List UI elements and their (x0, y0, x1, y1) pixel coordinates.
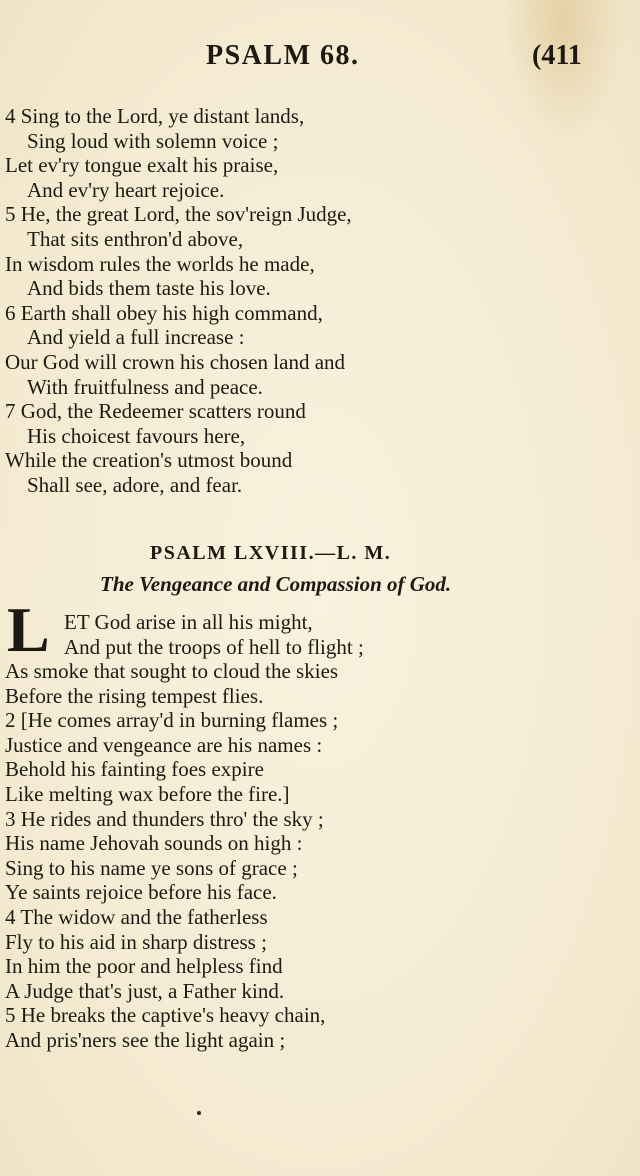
verse-line: Before the rising tempest flies. (5, 683, 264, 708)
page-number: (411 (532, 40, 582, 71)
psalm-heading: PSALM LXVIII.—L. M. (150, 542, 392, 564)
verse-line: 7 God, the Redeemer scatters round (5, 399, 306, 424)
ink-dot (197, 1111, 201, 1115)
verse-line: Let ev'ry tongue exalt his praise, (5, 153, 279, 178)
verse-line: 4 Sing to the Lord, ye distant lands, (5, 104, 305, 128)
verse-line: Shall see, adore, and fear. (27, 472, 243, 497)
verse-line: In him the poor and helpless find (5, 954, 283, 979)
verse-line: Our God will crown his chosen land and (5, 349, 346, 374)
verse-line: 5 He, the great Lord, the sov'reign Judge, (5, 202, 352, 227)
verse-line: With fruitfulness and peace. (27, 374, 263, 399)
verse-line: In wisdom rules the worlds he made, (5, 251, 315, 276)
verse-line: And yield a full increase : (27, 325, 245, 350)
verse-line: Like melting wax before the fire.] (5, 781, 290, 806)
verse-line: Justice and vengeance are his names : (5, 732, 323, 757)
opening-lines (64, 610, 364, 659)
page-header (0, 40, 640, 80)
verse-line: 5 He breaks the captive's heavy chain, (5, 1003, 326, 1028)
drop-cap: L (7, 594, 50, 665)
running-title: PSALM 68. (206, 40, 360, 71)
verse-line: 2 [He comes array'd in burning flames ; (5, 708, 339, 733)
verse-line: ET God arise in all his might, (64, 610, 313, 634)
verse-line: Fly to his aid in sharp distress ; (5, 929, 267, 954)
psalm-lxviii-verses (5, 659, 338, 1053)
verse-line: While the creation's utmost bound (5, 448, 293, 473)
verse-line: As smoke that sought to cloud the skies (5, 659, 339, 683)
verse-line: And bids them taste his love. (27, 276, 271, 301)
verse-line: And put the troops of hell to flight ; (64, 634, 364, 659)
verse-line: Ye saints rejoice before his face. (5, 880, 277, 905)
verse-line: A Judge that's just, a Father kind. (5, 978, 285, 1003)
verse-line: His name Jehovah sounds on high : (5, 831, 303, 856)
verse-line: Sing loud with solemn voice ; (27, 128, 279, 153)
verse-line: Sing to his name ye sons of grace ; (5, 855, 298, 880)
verse-line: 4 The widow and the fatherless (5, 904, 268, 929)
verse-line: That sits enthron'd above, (27, 226, 244, 251)
verse-line: 3 He rides and thunders thro' the sky ; (5, 806, 324, 831)
psalm-subtitle: The Vengeance and Compassion of God. (100, 572, 452, 596)
verse-line: 6 Earth shall obey his high command, (5, 300, 323, 325)
verse-line: Behold his fainting foes expire (5, 757, 264, 782)
psalm-68-verses (5, 104, 352, 498)
verse-line: And pris'ners see the light again ; (5, 1027, 286, 1052)
verse-line: And ev'ry heart rejoice. (27, 177, 225, 202)
verse-line: His choicest favours here, (27, 423, 246, 448)
